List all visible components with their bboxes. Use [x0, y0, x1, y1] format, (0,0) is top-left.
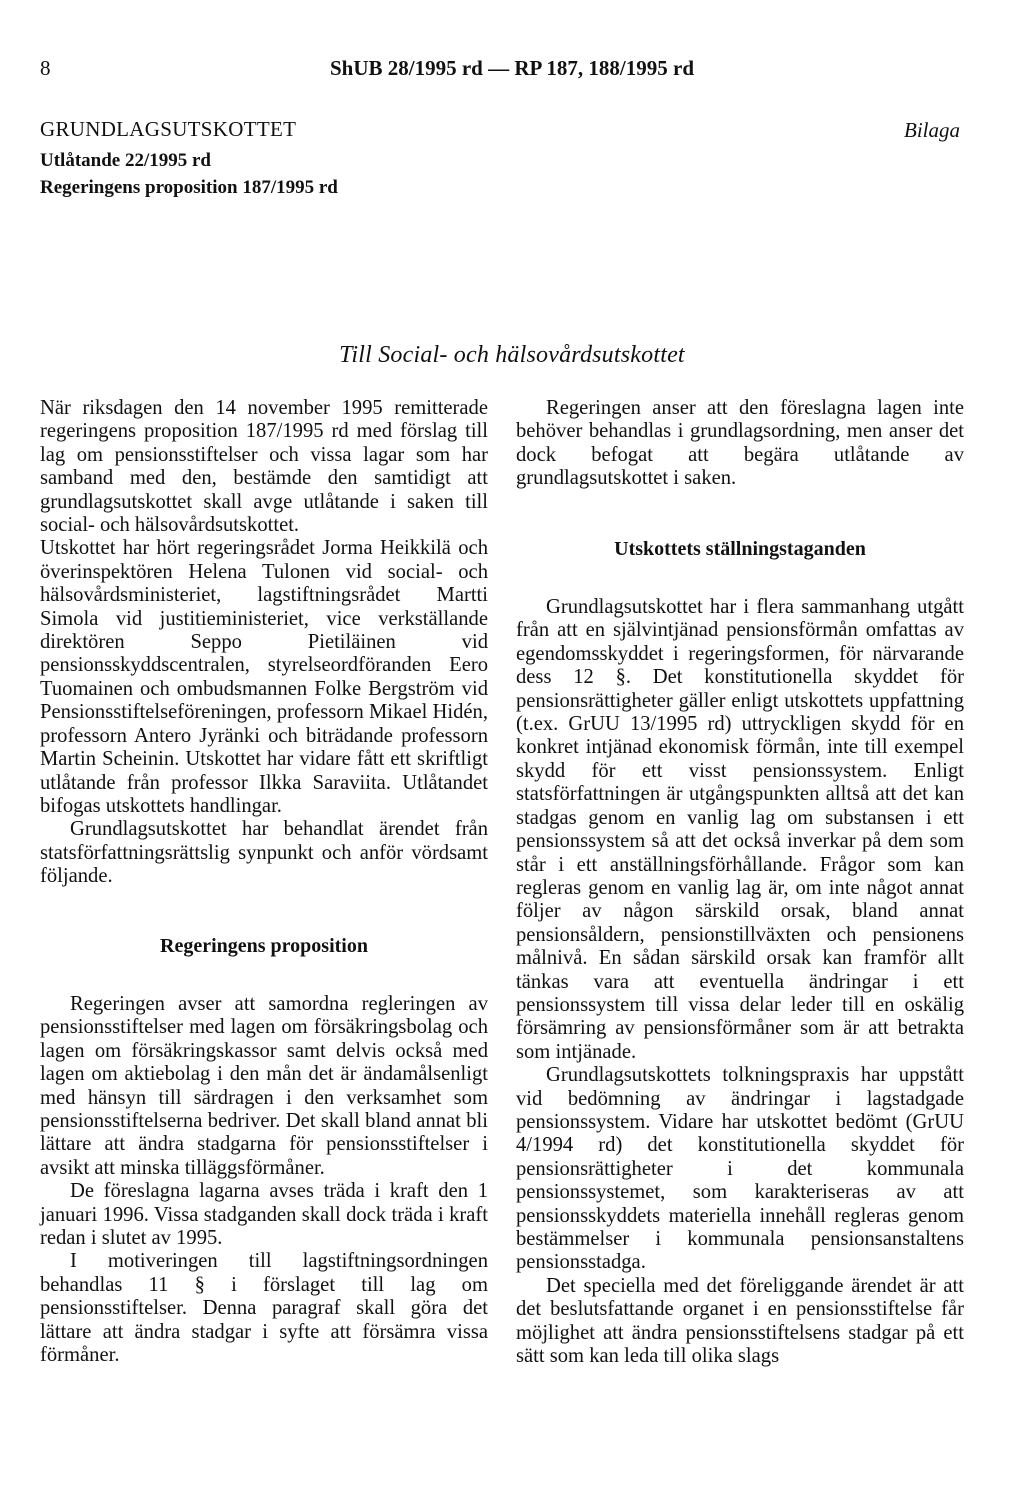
paragraph: Grundlagsutskottets tolkningspraxis har uppstått vid bedömning av ändringar i lagstadgade pensionssystem. Vidare har utskottet bedömt (GrUU 4/1994 rd) det konstitutionella skyddet för pensionsrättigheter i det kommunala pensionssystemet, som karakteriseras av att pensionsskyddets materiella innehåll regleras genom bestämmelser i kommunala pensionsanstaltens pensionsstadga. — [516, 1064, 964, 1274]
bilaga-label: Bilaga — [904, 118, 960, 142]
paragraph: När riksdagen den 14 november 1995 remitterade regeringens proposition 187/1995 rd med förslag till lag om pensionsstiftelser och vissa lagar som har samband med den, bestämde den samtidigt att grundlagsutskottet skall avge utlåtande i saken till social- och hälsovårdsutskottet. — [40, 397, 488, 537]
paragraph: Regeringen avser att samordna regleringen av pensionsstiftelser med lagen om försäkringsbolag och lagen om försäkringskassor samt delvis också med lagen om aktiebolag i den mån det är ändamålsenligt med hänsyn till särdragen i den verksamhet som pensionsstiftelserna bedriver. Det skall bland annat bli lättare att ändra stadgarna för pensionsstiftelser i avsikt att minska tilläggsförmåner. — [40, 992, 488, 1179]
paragraph: Det speciella med det föreliggande ärendet är att det beslutsfattande organet i en pensionsstiftelse får möjlighet att ändra pensionsstiftelsens stadgar på ett sätt som kan leda till olika slags — [516, 1274, 964, 1368]
paragraph: Grundlagsutskottet har i flera sammanhang utgått från att en självintjänad pensionsförmån omfattas av egendomsskyddet i regeringsformen, för närvarande dess 12 §. Det konstitutionella skyddet för pensionsrättigheter gäller enligt utskottets uppfattning (t.ex. GrUU 13/1995 rd) uttryckligen skydd för en konkret intjänad ekonomisk förmån, inte till exempel skydd för ett visst pensionssystem. Enligt statsförfattningen är utgångspunkten alltså att det kan stadgas genom en vanlig lag om substansen i ett pensionssystem så att det också inverkar på dem som står i ett anställningsförhållande. Frågor som kan regleras genom en vanlig lag är, om inte något annat följer av någon särskild orsak, bland annat pensionsåldern, pensionstillväxten och pensionens målnivå. En sådan särskild orsak kan framför allt tänkas vara att eventuella ändringar i ett pensionssystem till vissa delar leder till en oskälig försämring av pensionsförmåner som är att betrakta som intjänade. — [516, 596, 964, 1063]
running-header: ShUB 28/1995 rd — RP 187, 188/1995 rd — [329, 56, 695, 80]
section-heading-proposition: Regeringens proposition — [160, 934, 368, 957]
page-number: 8 — [40, 56, 51, 80]
left-column — [40, 397, 488, 1367]
section-heading-committee-position: Utskottets ställningstaganden — [614, 537, 866, 560]
paragraph: Grundlagsutskottet har behandlat ärendet från statsförfattningsrättslig synpunkt och anför vördsamt följande. — [40, 818, 488, 888]
paragraph: I motiveringen till lagstiftningsordningen behandlas 11 § i förslaget till lag om pensionsstiftelser. Denna paragraf skall göra det lättare att ändra stadgar i syfte att försämra vissa förmåner. — [40, 1250, 488, 1367]
right-column — [516, 397, 964, 1368]
proposition-reference: Regeringens proposition 187/1995 rd — [40, 177, 338, 198]
committee-name: GRUNDLAGSUTSKOTTET — [40, 117, 297, 141]
paragraph: Utskottet har hört regeringsrådet Jorma Heikkilä och överinspektören Helena Tulonen vid social- och hälsovårdsministeriet, lagstiftningsrådet Martti Simola vid justitieministeriet, vice verkställande direktören Seppo Pietiläinen vid pensionsskyddscentralen, styrelseordföranden Eero Tuomainen och ombudsmannen Folke Bergström vid Pensionsstiftelseföreningen, professorn Mikael Hidén, professorn Antero Jyränki och biträdande professorn Martin Scheinin. Utskottet har vidare fått ett skriftligt utlåtande från professor Ilkka Saraviita. Utlåtandet bifogas utskottets handlingar. — [40, 537, 488, 817]
paragraph: De föreslagna lagarna avses träda i kraft den 1 januari 1996. Vissa stadganden skall dock träda i kraft redan i slutet av 1995. — [40, 1180, 488, 1249]
paragraph: Regeringen anser att den föreslagna lagen inte behöver behandlas i grundlagsordning, men anser det dock befogat att begära utlåtande av grundlagsutskottet i saken. — [516, 397, 964, 490]
statement-number: Utlåtande 22/1995 rd — [40, 150, 211, 171]
addressee: Till Social- och hälsovårdsutskottet — [339, 342, 685, 368]
